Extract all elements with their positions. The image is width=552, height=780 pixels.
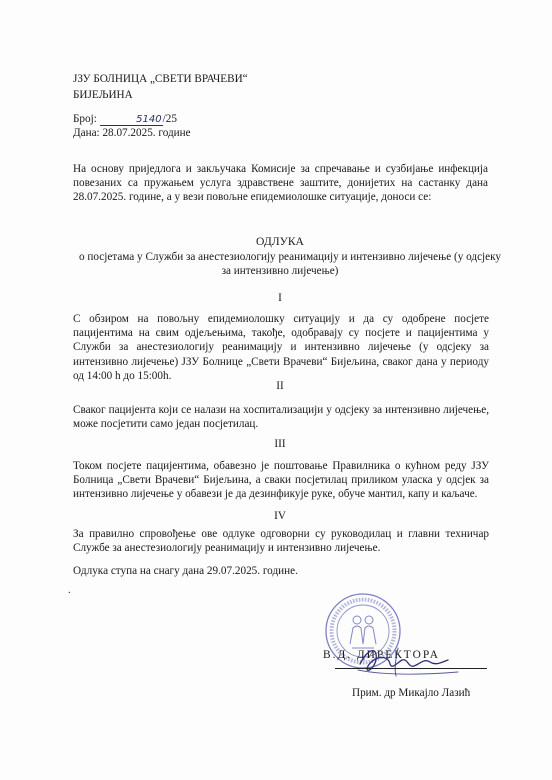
section-numeral-2: II bbox=[276, 380, 284, 392]
section-text-2: Сваког пацијента који се налази на хоспитализацији у одсјеку за интензивно лијечење, може посјетити само један посјетилац. bbox=[73, 404, 489, 431]
handwritten-signature bbox=[338, 640, 498, 684]
section-text-4: За правилно спровођење ове одлуке одговорни су руководилац и главни техничар Службе за анестезиологију реанимацију и интензивно лијечење. bbox=[73, 528, 489, 555]
decision-heading: ОДЛУКА bbox=[256, 235, 304, 248]
signature-line bbox=[335, 668, 487, 669]
handwritten-number: 5140 bbox=[100, 114, 163, 126]
signatory-name: Прим. др Микајло Лазић bbox=[352, 687, 471, 699]
document-date: Дана: 28.07.2025. године bbox=[73, 127, 191, 139]
institution-name: ЈЗУ БОЛНИЦА „СВЕТИ ВРАЧЕВИ“ bbox=[73, 73, 248, 85]
intro-paragraph: На основу приједлога и закључака Комисије за спречавање и сузбијање инфекција повезаних са пружањем услуга здравствене заштите, донијетих на састанку дана 28.07.2025. године, а у вези повољне епидемиолошке ситуације, доноси се: bbox=[73, 163, 488, 204]
number-suffix: /25 bbox=[162, 113, 177, 125]
section-numeral-3: III bbox=[274, 438, 286, 450]
closing-line: Одлука ступа на снагу дана 29.07.2025. године. bbox=[73, 565, 298, 577]
institution-city: БИЈЕЉИНА bbox=[73, 89, 133, 101]
section-numeral-4: IV bbox=[274, 510, 286, 522]
decision-subtitle-2: за интензивно лијечење) bbox=[221, 265, 339, 277]
section-text-3: Током посјете пацијентима, обавезно је поштовање Правилника о кућном реду ЈЗУ Болница „Свети Врачеви“ Бијељина, а сваки посјетилац приликом уласка у одсјек за интензивно лијечење у обавези је да дезинфикује руке, обуче мантил, капу и каљаче. bbox=[73, 460, 489, 501]
section-text-1: С обзиром на повољну епидемиолошку ситуацију и да су одобрене посјете пацијентима на свим одјељењима, такође, одобравају су посјете и пацијентима у Служби за анестезиологију реанимацију и интензивно лијечење (у одсјеку за интензивно лијечење) ЈЗУ Болнице „Свети Врачеви“ Бијељина, сваког дана у периоду од 14:00 h до 15:00h. bbox=[73, 313, 489, 382]
signatory-role: В.Д. ДИРЕКТОРА bbox=[323, 649, 440, 661]
section-numeral-1: I bbox=[278, 292, 282, 304]
stray-mark: . bbox=[68, 585, 71, 596]
document-number bbox=[73, 112, 177, 126]
decision-subtitle-1: о посјетама у Служби за анестезиологију реанимацију и интензивно лијечење (у одсјеку bbox=[79, 251, 501, 263]
number-label: Број: bbox=[73, 113, 97, 125]
